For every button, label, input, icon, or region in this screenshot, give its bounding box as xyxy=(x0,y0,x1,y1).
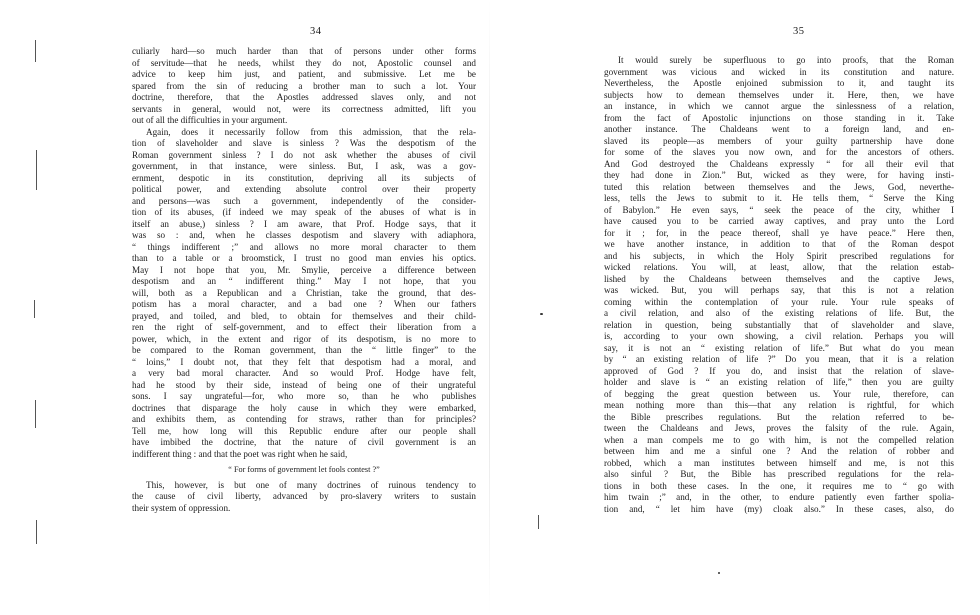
text-line: tions in both these cases. In the one, it requires me to “ go with xyxy=(604,480,954,491)
text-line: will, both as a Republican and a Christian, take the ground, that des- xyxy=(132,287,476,298)
text-line: when a man compels me to go with him, is not the compelled relation xyxy=(604,434,954,445)
text-line: a civil relation, and also of the existing relations of life. But, the xyxy=(604,308,954,318)
text-line: than to a table or a broomstick, I trust no good man envies his optics. xyxy=(132,253,476,263)
text-line: ernment, despotic in its constitution, depriving all its subjects of xyxy=(132,172,476,183)
text-line: out of all the difficulties in your argument. xyxy=(132,115,288,125)
text-line: him twain ;” and, in the other, to endure patiently even farther spolia- xyxy=(604,492,954,502)
text-line: despotism and an “ indifferent thing.” May I not hope, that you xyxy=(132,276,476,286)
text-line: servants in general, would not, were its correctness admitted, lift you xyxy=(132,103,476,114)
text-line: tween the Chaldeans and Jews, proves the falsity of the rule. Again, xyxy=(604,423,954,433)
text-line: indifferent thing : and that the poet was right when he said, xyxy=(132,448,348,459)
text-line: of begging the great question between us. Your rule, therefore, can xyxy=(604,388,954,399)
ink-speck xyxy=(540,313,543,315)
text-line: the Bible prescribes regulations. But the relation referred to be- xyxy=(604,411,954,422)
text-line: of servitude—that he needs, whilst they do not, Apostolic counsel and xyxy=(132,57,476,68)
text-line: Again, does it necessarily follow from this admission, that the rela- xyxy=(146,126,476,137)
text-line: government, in that instance, were sinless. But, I ask, was a gov- xyxy=(132,161,476,171)
text-line: another instance. The Chaldeans went to a foreign land, and en- xyxy=(604,124,954,134)
text-line: robbed, which a man institutes between himself and me, is not this xyxy=(604,457,954,468)
text-line: May I not hope that you, Mr. Smylie, perceive a difference between xyxy=(132,264,476,275)
left-page-body xyxy=(132,46,476,514)
text-line: for some of the slaves you now own, and for the ancestors of others. xyxy=(604,147,954,157)
text-line: say, it is not an “ existing relation of life.” But what do you mean xyxy=(604,342,954,353)
text-line: be compared to the Roman government, than the “ little finger” to the xyxy=(132,345,476,355)
text-line: was wicked. But, you will perhaps say, that this is not a relation xyxy=(604,285,954,295)
text-line: mean nothing more than this—that any relation is rightful, for which xyxy=(604,400,954,410)
text-line: Tell me, how long will this Republic endure after our people shall xyxy=(132,425,476,436)
margin-mark xyxy=(35,400,36,428)
text-line: and exhibits them, as contending for straws, rather than for principles? xyxy=(132,414,476,424)
text-line: was so : and, when he classes despotism and slavery with adiaphora, xyxy=(132,230,476,240)
text-line: tuted this relation between themselves and the Jews, God, neverthe- xyxy=(604,181,954,192)
text-line: tion of slaveholder and slave is sinless ? Was the despotism of the xyxy=(132,138,476,148)
text-line: holder and slave is “ an existing relation of life,” then you are guilty xyxy=(604,377,954,387)
text-line: they had done in Zion.” But, wicked as they were, for having insti- xyxy=(604,170,954,180)
text-line: Roman government sinless ? I do not ask whether the abuses of civil xyxy=(132,149,476,160)
text-line: And God destroyed the Chaldeans expressly “ for all their evil that xyxy=(604,158,954,169)
margin-mark xyxy=(34,300,35,318)
text-line: for it ; for, in the peace thereof, shall ye have peace.” Here then, xyxy=(604,227,954,238)
text-line: by “ an existing relation of life ?” Do you mean, that it is a relation xyxy=(604,354,954,364)
text-line: a very bad moral character. And so would Prof. Hodge have felt, xyxy=(132,368,476,378)
text-line: have caused you to be carried away captives, and pray unto the Lord xyxy=(604,216,954,226)
text-line: culiarly hard—so much harder than that of persons under other forms xyxy=(132,46,476,56)
text-line: of Babylon.” He even says, “ seek the peace of the city, whither I xyxy=(604,204,954,215)
text-line: advice to keep him just, and patient, and submissive. Let me be xyxy=(132,69,476,79)
margin-mark xyxy=(36,150,37,190)
text-line: power, which, in the extent and rigor of its despotism, is no more to xyxy=(132,333,476,344)
ink-speck xyxy=(718,572,720,574)
text-line: ren the right of self-government, and to effect their liberation from a xyxy=(132,322,476,332)
text-line: sons. I say ungrateful—for, who more so, than he who publishes xyxy=(132,391,476,401)
text-line: subjects how to demean themselves under it. Here, then, we have xyxy=(604,89,954,100)
page-number: 34 xyxy=(310,26,322,37)
text-line: itself an abuse,) sinless ? I am aware, that Prof. Hodge says, that it xyxy=(132,218,476,229)
margin-mark xyxy=(36,520,37,544)
text-line: coming within the contemplation of your rule. Your rule speaks of xyxy=(604,296,954,307)
text-line: we have another instance, in addition to that of the Roman despot xyxy=(604,239,954,249)
text-line: political power, and extending absolute control over their property xyxy=(132,184,476,194)
page-number: 35 xyxy=(793,26,805,37)
text-line: also sinful ? But, the Bible has prescribed regulations for the rela- xyxy=(604,469,954,479)
right-page-body xyxy=(604,55,954,515)
text-line: “ loins,” I doubt not, that they felt that despotism had a moral, and xyxy=(132,356,476,367)
text-line: and his subjects, in which the Holy Spirit prescribed regulations for xyxy=(604,250,954,261)
text-line: and persons—was such a government, independently of the consider- xyxy=(132,195,476,206)
poem-quote: “ For forms of government let fools contest ?” xyxy=(228,465,380,474)
text-line: from the fact of Apostolic injunctions on those standing in it. Take xyxy=(604,112,954,123)
text-line: is, according to your own showing, a civil relation. Perhaps you will xyxy=(604,331,954,341)
text-line: tion and, “ let him have (my) cloak also.” In these cases, also, do xyxy=(604,503,954,514)
text-line: the cause of civil liberty, advanced by pro-slavery writers to sustain xyxy=(132,491,476,501)
text-line: government was vicious and wicked in its constitution and nature. xyxy=(604,66,954,77)
text-line: Nevertheless, the Apostle enjoined submission to it, and taught its xyxy=(604,78,954,88)
text-line: doctrines that disparage the holy cause in which they were embarked, xyxy=(132,402,476,413)
right-page xyxy=(490,0,980,615)
text-line: prayed, and toiled, and bled, to obtain for themselves and their child- xyxy=(132,310,476,321)
text-line: relation in question, being substantially that of slaveholder and slave, xyxy=(604,319,954,330)
text-line: spared from the sin of reducing a brother man to such a lot. Your xyxy=(132,80,476,91)
text-line: have imbibed the doctrine, that the nature of civil government is an xyxy=(132,437,476,447)
text-line: This, however, is but one of many doctrines of ruinous tendency to xyxy=(146,479,476,490)
text-line: potism has a moral character, and a bad one ? When our fathers xyxy=(132,299,476,309)
text-line: less, tells the Jews to submit to it. He tells them, “ Serve the King xyxy=(604,193,954,203)
text-line: tion of its abuses, (if indeed we may speak of the abuses of what is in xyxy=(132,207,476,217)
text-line: their system of oppression. xyxy=(132,502,231,513)
margin-mark xyxy=(538,515,539,529)
text-line: It would surely be superfluous to go into proofs, that the Roman xyxy=(618,55,954,65)
text-line: lished by the Chaldeans between themselves and the captive Jews, xyxy=(604,273,954,284)
text-line: had he stood by their side, instead of being one of their ungrateful xyxy=(132,379,476,390)
text-line: “ things indifferent ;” and allows no more moral character to them xyxy=(132,241,476,252)
text-line: approved of God ? If you do, and insist that the relation of slave- xyxy=(604,365,954,376)
margin-mark xyxy=(35,40,36,62)
text-line: wicked relations. You will, at least, allow, that the relation estab- xyxy=(604,262,954,272)
text-line: an instance, in which we cannot argue the sinlessness of a relation, xyxy=(604,101,954,111)
text-line: slaved its people—as members of your guilty partnership have done xyxy=(604,135,954,146)
text-line: doctrine, therefore, that the Apostles addressed slaves only, and not xyxy=(132,92,476,102)
text-line: between him and me a sinful one ? And the relation of robber and xyxy=(604,446,954,456)
